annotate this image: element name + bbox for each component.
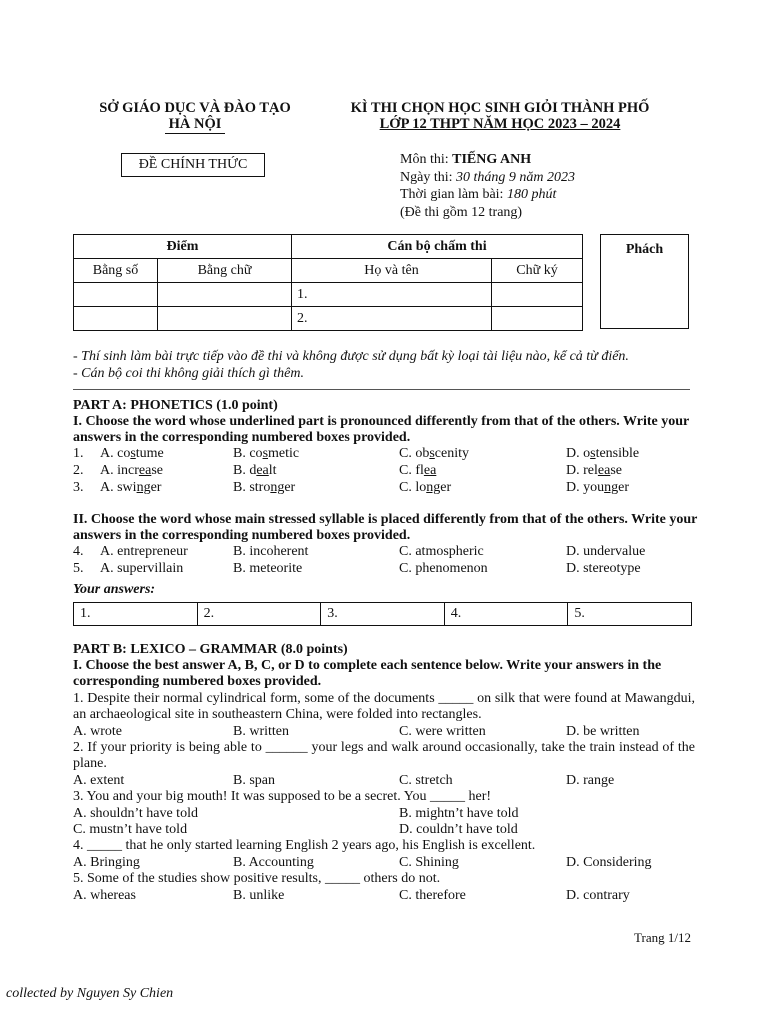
option-d[interactable]: D. be written: [566, 724, 640, 739]
answer-box-3[interactable]: 3.: [321, 603, 445, 625]
option-a[interactable]: A. whereas: [73, 888, 136, 903]
option-a[interactable]: A. wrote: [73, 724, 122, 739]
option-d[interactable]: D. stereotype: [566, 561, 641, 576]
note-2: - Cán bộ coi thi không giải thích gì thêm.: [73, 366, 304, 381]
option-d[interactable]: D. undervalue: [566, 544, 646, 559]
exam-title: KÌ THI CHỌN HỌC SINH GIỎI THÀNH PHỐ: [350, 100, 650, 116]
note-1: - Thí sinh làm bài trực tiếp vào đề thi và không được sử dụng bất kỳ loại tài liệu nào, kể cả từ điển.: [73, 349, 629, 364]
header-divider: [165, 133, 225, 134]
exam-subtitle: LỚP 12 THPT NĂM HỌC 2023 – 2024: [379, 116, 621, 132]
question-row-2: [73, 463, 698, 480]
examiner1-signature-cell[interactable]: [492, 283, 583, 307]
option-c[interactable]: C. atmospheric: [399, 544, 484, 559]
option-d[interactable]: D. range: [566, 773, 615, 788]
col-signature: Chữ ký: [492, 259, 583, 283]
examiner2-name-cell[interactable]: 2.: [292, 307, 492, 331]
question-text-3: 3. You and your big mouth! It was supposed to be a secret. You _____ her!: [73, 789, 492, 804]
options-row-3a: [73, 806, 698, 823]
options-row-2: [73, 773, 698, 790]
part-b-title: PART B: LEXICO – GRAMMAR (8.0 points): [73, 642, 348, 657]
option-b[interactable]: B. dealt: [233, 463, 277, 478]
col-name: Họ và tên: [292, 259, 492, 283]
department-line1: SỞ GIÁO DỤC VÀ ĐÀO TẠO: [99, 100, 291, 116]
department-line2: HÀ NỘI: [168, 116, 222, 132]
part-b-sec1-instructions: I. Choose the best answer A, B, C, or D to complete each sentence below. Write your answers in the corresponding numbered boxes provided.: [73, 658, 662, 689]
question-row-5: [73, 561, 698, 578]
option-d[interactable]: D. Considering: [566, 855, 652, 870]
answer-box-4[interactable]: 4.: [445, 603, 569, 625]
question-row-4: [73, 544, 698, 561]
date-prefix: Ngày thi:: [400, 169, 456, 185]
question-text-5: 5. Some of the studies show positive results, _____ others do not.: [73, 871, 441, 886]
option-b[interactable]: B. written: [233, 724, 289, 739]
answer-box-1[interactable]: 1.: [74, 603, 198, 625]
option-b[interactable]: B. cosmetic: [233, 446, 300, 461]
question-row-3: [73, 480, 698, 497]
department-header: [60, 100, 330, 134]
page-number: Trang 1/12: [634, 930, 691, 945]
question-text-2: 2. If your priority is being able to ______ your legs and walk around occasionally, take the train instead of the plane.: [73, 740, 695, 772]
instructions-notes: [73, 348, 629, 382]
option-d[interactable]: D. ostensible: [566, 446, 640, 461]
score-header: Điểm: [74, 235, 292, 259]
question-text-4: 4. _____ that he only started learning English 2 years ago, his English is excellent.: [73, 838, 536, 853]
answer-box-5[interactable]: 5.: [574, 606, 585, 621]
options-row-5: [73, 888, 698, 905]
option-b[interactable]: B. span: [233, 773, 275, 788]
option-c[interactable]: C. obscenity: [399, 446, 470, 461]
options-row-3b: [73, 822, 698, 839]
option-c[interactable]: C. Shining: [399, 855, 459, 870]
option-c[interactable]: C. longer: [399, 480, 452, 495]
option-a[interactable]: A. Bringing: [73, 855, 140, 870]
option-b[interactable]: B. unlike: [233, 888, 285, 903]
option-d[interactable]: D. younger: [566, 480, 630, 495]
examiner1-name-cell[interactable]: 1.: [292, 283, 492, 307]
option-c[interactable]: C. flea: [399, 463, 437, 478]
option-a[interactable]: A. shouldn’t have told: [73, 806, 198, 821]
exam-header: [330, 100, 670, 132]
question-text-1: 1. Despite their normal cylindrical form, some of the documents _____ on silk that were found at Mawangdui, an archaeological site in southeastern China, were folded into rectangles.: [73, 691, 695, 723]
option-c[interactable]: C. stretch: [399, 773, 453, 788]
question-number: 4.: [73, 544, 84, 559]
exam-date: 30 tháng 9 năm 2023: [456, 169, 575, 185]
pages-note: (Đề thi gồm 12 trang): [400, 204, 523, 220]
score-table: [73, 234, 583, 331]
option-d[interactable]: D. contrary: [566, 888, 630, 903]
option-b[interactable]: B. meteorite: [233, 561, 303, 576]
col-words: Bằng chữ: [158, 259, 292, 283]
option-d[interactable]: D. couldn’t have told: [399, 822, 518, 837]
examiner-header: Cán bộ chấm thi: [292, 235, 583, 259]
option-d[interactable]: D. release: [566, 463, 622, 478]
option-c[interactable]: C. mustn’t have told: [73, 822, 188, 837]
option-a[interactable]: A. supervillain: [100, 561, 184, 576]
option-a[interactable]: A. swinger: [100, 480, 162, 495]
time-prefix: Thời gian làm bài:: [400, 187, 507, 202]
question-number: 2.: [73, 463, 84, 478]
option-b[interactable]: B. incoherent: [233, 544, 309, 559]
option-a[interactable]: A. extent: [73, 773, 125, 788]
option-c[interactable]: C. were written: [399, 724, 486, 739]
question-row-1: [73, 446, 698, 463]
official-label: ĐỀ CHÍNH THỨC: [121, 153, 265, 177]
part-a-sec1-instructions: I. Choose the word whose underlined part is pronounced differently from that of the others. Write your answers in the corresponding numbered boxes provided.: [73, 414, 689, 445]
option-a[interactable]: A. increase: [100, 463, 163, 478]
answer-box-2[interactable]: 2.: [198, 603, 322, 625]
phach-box[interactable]: Phách: [600, 234, 689, 329]
score-number-cell[interactable]: [74, 283, 158, 307]
subject: TIẾNG ANH: [452, 152, 532, 167]
options-row-4: [73, 855, 698, 872]
collected-by-note: collected by Nguyen Sy Chien: [6, 986, 174, 1001]
option-c[interactable]: C. phenomenon: [399, 561, 488, 576]
col-number: Bằng số: [74, 259, 158, 283]
score-number-cell-2[interactable]: [74, 307, 158, 331]
exam-time: 180 phút: [506, 187, 557, 202]
option-b[interactable]: B. mightn’t have told: [399, 806, 519, 821]
part-a-sec2-instructions: II. Choose the word whose main stressed syllable is placed differently from that of the others. Write your answers in the corresponding numbered boxes provided.: [73, 512, 698, 543]
score-words-cell[interactable]: [158, 283, 292, 307]
exam-info: [400, 151, 575, 221]
subject-prefix: Môn thi:: [400, 152, 453, 167]
option-b[interactable]: B. stronger: [233, 480, 296, 495]
examiner2-signature-cell[interactable]: [492, 307, 583, 331]
option-a[interactable]: A. costume: [100, 446, 164, 461]
your-answers-label: Your answers:: [73, 582, 156, 597]
option-b[interactable]: B. Accounting: [233, 855, 314, 870]
section-divider: [73, 389, 690, 390]
part-a-title: PART A: PHONETICS (1.0 point): [73, 398, 278, 413]
option-a[interactable]: A. entrepreneur: [100, 544, 188, 559]
options-row-1: [73, 724, 698, 741]
question-number: 5.: [73, 561, 84, 576]
answer-boxes: [73, 602, 692, 626]
score-words-cell-2[interactable]: [158, 307, 292, 331]
question-number: 3.: [73, 480, 84, 495]
option-c[interactable]: C. therefore: [399, 888, 466, 903]
question-number: 1.: [73, 446, 84, 461]
